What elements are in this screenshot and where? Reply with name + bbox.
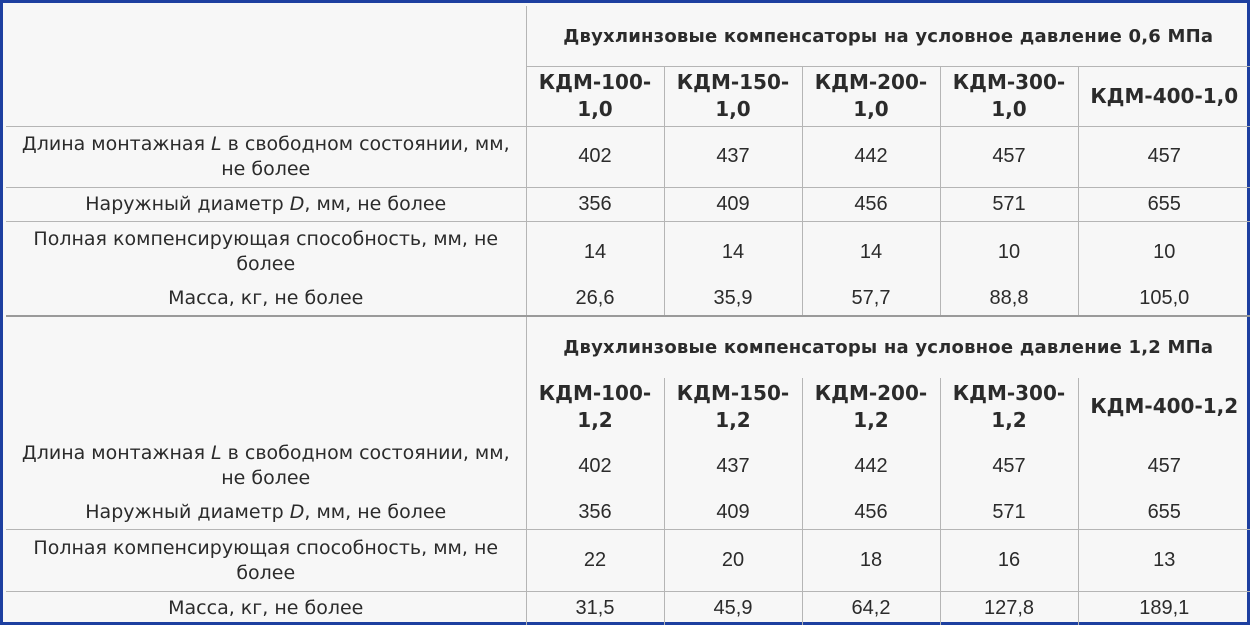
- table-cell: 64,2: [802, 591, 940, 625]
- table-cell: 26,6: [526, 282, 664, 316]
- table-cell: 88,8: [940, 282, 1078, 316]
- table-cell: 571: [940, 187, 1078, 221]
- model-header: КДМ-100-1,0: [526, 67, 664, 126]
- table-row: [6, 187, 1250, 221]
- empty-header-cell: [6, 316, 526, 436]
- table-cell: 457: [940, 126, 1078, 187]
- table-cell: 13: [1078, 530, 1250, 591]
- row-label: Наружный диаметр D, мм, не более: [85, 501, 447, 524]
- table-cell: 16: [940, 530, 1078, 591]
- table-cell: 456: [802, 187, 940, 221]
- table-cell: 20: [664, 530, 802, 591]
- model-header: КДМ-150-1,0: [664, 67, 802, 126]
- table-cell: 189,1: [1078, 591, 1250, 625]
- model-header: КДМ-150-1,2: [664, 378, 802, 436]
- table-row: [6, 282, 1250, 316]
- model-header: КДМ-400-1,0: [1078, 67, 1250, 126]
- table-cell: 409: [664, 496, 802, 530]
- table-cell: 22: [526, 530, 664, 591]
- model-header: КДМ-100-1,2: [526, 378, 664, 436]
- table-row: [6, 436, 1250, 496]
- model-header: КДМ-400-1,2: [1078, 378, 1250, 436]
- table-cell: 31,5: [526, 591, 664, 625]
- table-cell: 45,9: [664, 591, 802, 625]
- table-row: [6, 530, 1250, 591]
- table-cell: 127,8: [940, 591, 1078, 625]
- table-cell: 57,7: [802, 282, 940, 316]
- row-label: Масса, кг, не более: [6, 591, 526, 625]
- table-cell: 437: [664, 436, 802, 496]
- row-label: Длина монтажная L в свободном состоянии, мм, не более: [6, 126, 526, 187]
- table-cell: 14: [802, 222, 940, 283]
- table-cell: 105,0: [1078, 282, 1250, 316]
- table-row: [6, 591, 1250, 625]
- row-label: Полная компенсирующая способность, мм, не более: [6, 530, 526, 591]
- section-title: Двухлинзовые компенсаторы на условное давление 0,6 МПа: [526, 6, 1250, 67]
- table-cell: 457: [940, 436, 1078, 496]
- table-row: [6, 496, 1250, 530]
- table-cell: 10: [940, 222, 1078, 283]
- table-cell: 437: [664, 126, 802, 187]
- table-cell: 655: [1078, 496, 1250, 530]
- table-cell: 14: [664, 222, 802, 283]
- row-label: Длина монтажная L в свободном состоянии, мм, не более: [21, 442, 510, 490]
- row-label: Масса, кг, не более: [168, 287, 364, 310]
- table-cell: 402: [526, 436, 664, 496]
- table-cell: 409: [664, 187, 802, 221]
- table-cell: 356: [526, 496, 664, 530]
- model-header: КДМ-300-1,2: [940, 378, 1078, 436]
- table-cell: 18: [802, 530, 940, 591]
- table-cell: 10: [1078, 222, 1250, 283]
- table-cell: 571: [940, 496, 1078, 530]
- table-row: [6, 222, 1250, 283]
- model-header: КДМ-300-1,0: [940, 67, 1078, 126]
- empty-header-cell: [6, 6, 526, 126]
- model-header: КДМ-200-1,0: [802, 67, 940, 126]
- row-label: Полная компенсирующая способность, мм, не более: [6, 222, 526, 283]
- table-cell: 14: [526, 222, 664, 283]
- table-cell: 456: [802, 496, 940, 530]
- section-title-row: [6, 316, 1250, 377]
- table-cell: 457: [1078, 436, 1250, 496]
- table-cell: 442: [802, 126, 940, 187]
- table-cell: 457: [1078, 126, 1250, 187]
- table-cell: 442: [802, 436, 940, 496]
- compensator-spec-table: [6, 6, 1250, 625]
- table-cell: 655: [1078, 187, 1250, 221]
- section-title-row: [6, 6, 1250, 67]
- model-header: КДМ-200-1,2: [802, 378, 940, 436]
- table-row: [6, 126, 1250, 187]
- table-cell: 402: [526, 126, 664, 187]
- table-cell: 35,9: [664, 282, 802, 316]
- row-label: Наружный диаметр D, мм, не более: [6, 187, 526, 221]
- table-cell: 356: [526, 187, 664, 221]
- section-title: Двухлинзовые компенсаторы на условное давление 1,2 МПа: [526, 316, 1250, 377]
